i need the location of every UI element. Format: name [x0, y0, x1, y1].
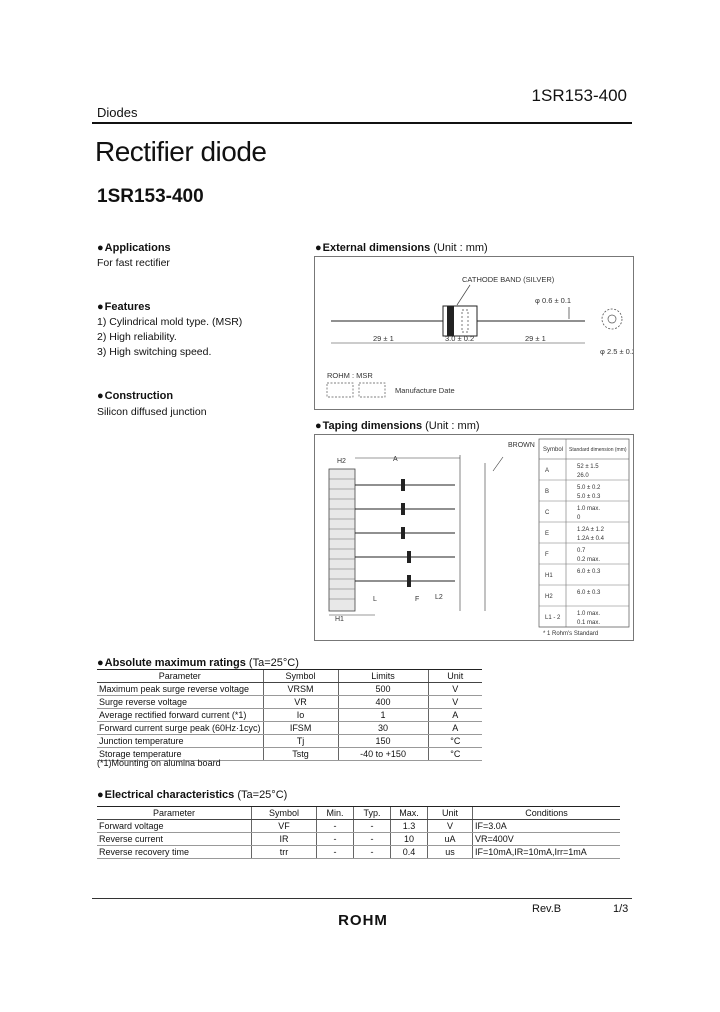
- header-rule: [92, 122, 632, 124]
- bullet-icon: ●: [97, 789, 104, 801]
- taping-row-value: 0: [577, 515, 581, 521]
- column-header: Limits: [338, 670, 428, 683]
- column-header: Parameter: [97, 807, 252, 820]
- table-row: Reverse recovery time trr - - 0.4 us IF=10mA,IR=10mA,Irr=1mA: [97, 846, 620, 859]
- f-label: F: [415, 596, 420, 603]
- taping-row-value: 26.0: [577, 473, 589, 479]
- table-row: Forward voltage VF - - 1.3 V IF=3.0A: [97, 820, 620, 833]
- taping-row-symbol: E: [545, 531, 550, 537]
- taping-row-symbol: C: [545, 510, 550, 516]
- column-header: Symbol: [263, 670, 338, 683]
- column-header: Max.: [391, 807, 428, 820]
- column-header: Parameter: [97, 670, 263, 683]
- bullet-icon: ●: [315, 242, 322, 254]
- applications-text: For fast rectifier: [97, 257, 170, 269]
- page-number: 1/3: [613, 903, 629, 915]
- table-header-row: [97, 807, 620, 820]
- column-header: Unit: [428, 670, 482, 683]
- dim-body: 3.0 ± 0.2: [445, 334, 475, 343]
- manufacture-date-label: Manufacture Date: [395, 386, 455, 395]
- table-header-row: [97, 670, 482, 683]
- column-header: Min.: [317, 807, 354, 820]
- table-row: Storage temperature Tstg -40 to +150 °C: [97, 748, 482, 761]
- taping-row-value: 6.0 ± 0.3: [577, 569, 601, 575]
- dim-body-dia: φ 2.5 ± 0.2: [600, 347, 633, 356]
- taping-row-value: 0.2 max.: [577, 557, 601, 563]
- l-label: L: [373, 596, 377, 603]
- applications-heading: ●Applications: [97, 242, 171, 254]
- taping-row-symbol: F: [545, 552, 549, 558]
- diode-outline-drawing: [315, 257, 633, 409]
- bullet-icon: ●: [97, 657, 104, 669]
- category-label: Diodes: [97, 105, 138, 120]
- taping-row-symbol: H2: [545, 594, 553, 600]
- bullet-icon: ●: [315, 420, 322, 432]
- taping-row-symbol: H1: [545, 573, 553, 579]
- bullet-icon: ●: [97, 301, 104, 313]
- footer-rule: [92, 898, 632, 899]
- l2-label: L2: [435, 594, 443, 601]
- abs-max-footnote: (*1)Mounting on alumina board: [97, 758, 221, 768]
- cathode-band-label: CATHODE BAND (SILVER): [462, 275, 555, 284]
- cathode-band: [447, 306, 454, 336]
- table-row: Forward current surge peak (60Hz·1cyc) IFSM 30 A: [97, 722, 482, 735]
- taping-row-value: 5.0 ± 0.2: [577, 485, 601, 491]
- taping-row-value: 52 ± 1.5: [577, 464, 599, 470]
- column-header: Symbol: [252, 807, 317, 820]
- features-heading: ●Features: [97, 301, 151, 313]
- column-header: Unit: [428, 807, 473, 820]
- features-list: [97, 315, 242, 360]
- taping-row-value: 0.1 max.: [577, 620, 601, 626]
- column-header: Conditions: [473, 807, 621, 820]
- rohm-logo-icon: [330, 912, 396, 928]
- external-dimensions-heading: ●External dimensions (Unit : mm): [315, 242, 488, 254]
- taping-row-value: 1.2A ± 0.4: [577, 536, 604, 542]
- logo-text: ROHM: [338, 912, 388, 928]
- h1-label: H1: [335, 616, 344, 623]
- brown-label: BROWN: [508, 442, 535, 449]
- electrical-heading: ●Electrical characteristics (Ta=25°C): [97, 789, 288, 801]
- column-header: Typ.: [354, 807, 391, 820]
- taping-row-value: 1.2A ± 1.2: [577, 527, 604, 533]
- abs-max-heading: ●Absolute maximum ratings (Ta=25°C): [97, 657, 299, 669]
- abs-max-table: [97, 669, 482, 761]
- taping-note: * 1 Rohm's Standard: [543, 631, 599, 637]
- taping-dimensions-diagram: [314, 434, 634, 641]
- table-row: Average rectified forward current (*1) Io 1 A: [97, 709, 482, 722]
- construction-text: Silicon diffused junction: [97, 406, 207, 418]
- list-item: 3) High switching speed.: [97, 346, 212, 358]
- bullet-icon: ●: [97, 390, 104, 402]
- table-row: Maximum peak surge reverse voltage VRSM 500 V: [97, 683, 482, 696]
- rohm-msr-label: ROHM : MSR: [327, 371, 373, 380]
- taping-row-symbol: L1 - 2: [545, 615, 561, 621]
- list-item: 2) High reliability.: [97, 331, 177, 343]
- dim-right: 29 ± 1: [525, 334, 546, 343]
- dim-lead-dia: φ 0.6 ± 0.1: [535, 296, 572, 305]
- revision-label: Rev.B: [532, 903, 562, 915]
- taping-row-symbol: A: [545, 468, 550, 474]
- table-row: Junction temperature Tj 150 °C: [97, 735, 482, 748]
- taping-row-value: 0.7: [577, 548, 586, 554]
- external-dimensions-diagram: [314, 256, 634, 410]
- table-row: Reverse current IR - - 10 uA VR=400V: [97, 833, 620, 846]
- taping-row-value: 6.0 ± 0.3: [577, 590, 601, 596]
- electrical-table: [97, 806, 620, 859]
- taping-drawing: [315, 435, 633, 640]
- table-row: Surge reverse voltage VR 400 V: [97, 696, 482, 709]
- part-number-heading: 1SR153-400: [97, 186, 204, 207]
- h2-label: H2: [337, 458, 346, 465]
- list-item: 1) Cylindrical mold type. (MSR): [97, 316, 243, 328]
- construction-heading: ●Construction: [97, 390, 174, 402]
- a-label: A: [393, 456, 398, 463]
- taping-table-standard-header: Standard dimension (mm): [569, 447, 627, 453]
- taping-row-symbol: B: [545, 489, 550, 495]
- taping-row-value: 5.0 ± 0.3: [577, 494, 601, 500]
- taping-table-symbol-header: Symbol: [543, 447, 564, 453]
- header-part-number: 1SR153-400: [531, 86, 627, 105]
- taping-row-value: 1.0 max.: [577, 611, 601, 617]
- taping-dimensions-heading: ●Taping dimensions (Unit : mm): [315, 420, 480, 432]
- taping-row-value: 1.0 max.: [577, 506, 601, 512]
- page-title: Rectifier diode: [95, 136, 267, 167]
- bullet-icon: ●: [97, 242, 104, 254]
- dim-left: 29 ± 1: [373, 334, 394, 343]
